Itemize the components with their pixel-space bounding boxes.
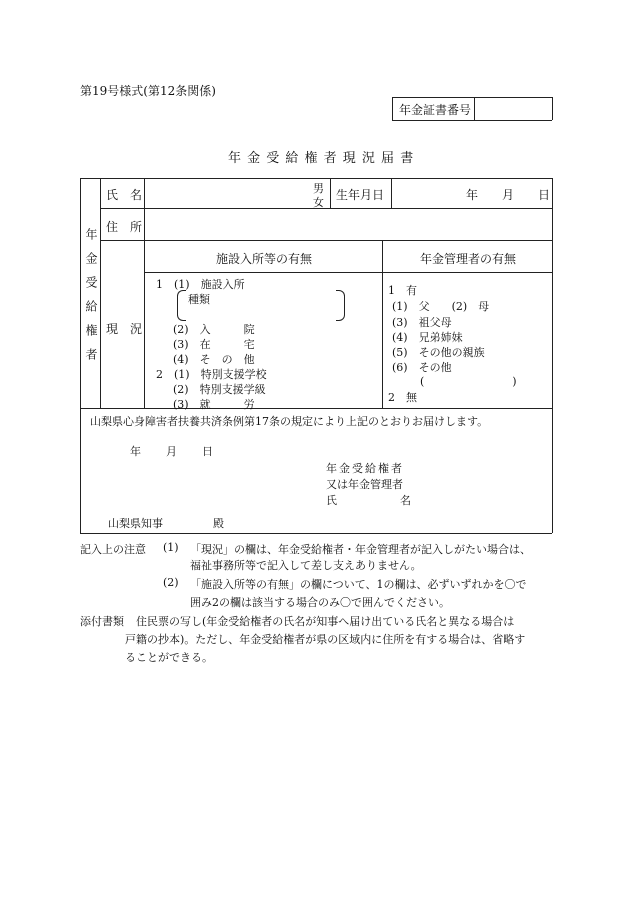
note2-line2: 囲み2の欄は該当する場合のみ〇で囲んでください。 — [190, 596, 450, 609]
manager-item[interactable]: (5) その他の親族 — [392, 346, 485, 359]
bracket-left — [177, 290, 186, 321]
attachment-label: 添付書類 — [80, 615, 124, 628]
facility-item[interactable]: (3) 在 宅 — [173, 338, 255, 351]
facility-item[interactable]: (2) 特別支援学級 — [173, 383, 266, 396]
manager-item[interactable]: 1 有 — [388, 284, 417, 297]
signer-name-field[interactable] — [340, 490, 396, 506]
declaration-year: 年 — [130, 445, 141, 458]
facility-header: 施設入所等の有無 — [216, 252, 313, 266]
note1-line1: 「現況」の欄は、年金受給権者・年金管理者が記入しがたい場合は、 — [190, 543, 531, 556]
manager-header: 年金管理者の有無 — [420, 252, 517, 266]
status-label: 現 況 — [106, 322, 143, 336]
facility-item[interactable]: (2) 入 院 — [173, 323, 255, 336]
recipient-label: 年金受給権者 — [326, 462, 404, 475]
facility-item[interactable]: (3) 就 労 — [173, 398, 255, 411]
note2-number: (2) — [163, 576, 179, 589]
bracket-right — [336, 290, 345, 321]
note1-line2: 福祉事務所等で記入して差し支えありません。 — [190, 559, 422, 572]
name-field[interactable] — [146, 180, 306, 206]
dob-label: 生年月日 — [336, 188, 385, 202]
female-option[interactable]: 女 — [313, 196, 324, 209]
manager-item[interactable]: (4) 兄弟姉妹 — [392, 331, 463, 344]
facility-item[interactable]: 2 (1) 特別支援学校 — [156, 368, 267, 381]
address-label: 住 所 — [106, 220, 143, 234]
recipient-side-label: 年金受給権者 — [84, 228, 98, 372]
cert-number-field[interactable] — [476, 99, 550, 118]
honorific: 殿 — [213, 517, 224, 530]
dob-year: 年 — [466, 188, 479, 202]
facility-type-field[interactable] — [220, 290, 336, 318]
attachment-line2: 戸籍の抄本)。ただし、年金受給権者が県の区域内に住所を有する場合は、省略す — [125, 633, 526, 646]
dob-month: 月 — [502, 188, 515, 202]
manager-item[interactable]: (6) その他 — [392, 361, 452, 374]
facility-type-label: 種類 — [188, 293, 210, 306]
declaration-day: 日 — [202, 445, 213, 458]
declaration-month: 月 — [166, 445, 177, 458]
male-option[interactable]: 男 — [313, 182, 324, 195]
attachment-line1: 住民票の写し(年金受給権者の氏名が知事へ届け出ている氏名と異なる場合は — [136, 615, 515, 628]
address-field[interactable] — [146, 210, 550, 238]
note2-line1: 「施設入所等の有無」の欄について、1の欄は、必ずいずれかを〇で — [190, 578, 527, 591]
notes-label: 記入上の注意 — [80, 543, 146, 556]
declaration-text: 山梨県心身障害者扶養共済条例第17条の規定により上記のとおりお届けします。 — [90, 415, 489, 428]
name-label: 氏 名 — [106, 188, 143, 202]
manager-other-field[interactable]: ( ) — [420, 375, 517, 388]
signer-name-label-2: 名 — [400, 494, 411, 507]
page-title: 年 金 受 給 権 者 現 況 届 書 — [228, 151, 415, 166]
signer-name-label-1: 氏 — [326, 494, 337, 507]
manager-item[interactable]: 2 無 — [388, 391, 417, 404]
or-manager-label: 又は年金管理者 — [326, 478, 403, 491]
form-number: 第19号様式(第12条関係) — [80, 84, 216, 98]
note1-number: (1) — [163, 541, 179, 554]
cert-number-label: 年金証書番号 — [399, 103, 472, 117]
facility-item[interactable]: 1 (1) 施設入所 — [156, 278, 245, 291]
governor-label: 山梨県知事 — [108, 517, 163, 530]
attachment-line3: ることができる。 — [125, 651, 213, 664]
manager-item[interactable]: (3) 祖父母 — [392, 316, 452, 329]
manager-item[interactable]: (1) 父 (2) 母 — [392, 300, 490, 313]
facility-item[interactable]: (4) そ の 他 — [173, 353, 255, 366]
dob-day: 日 — [538, 188, 551, 202]
